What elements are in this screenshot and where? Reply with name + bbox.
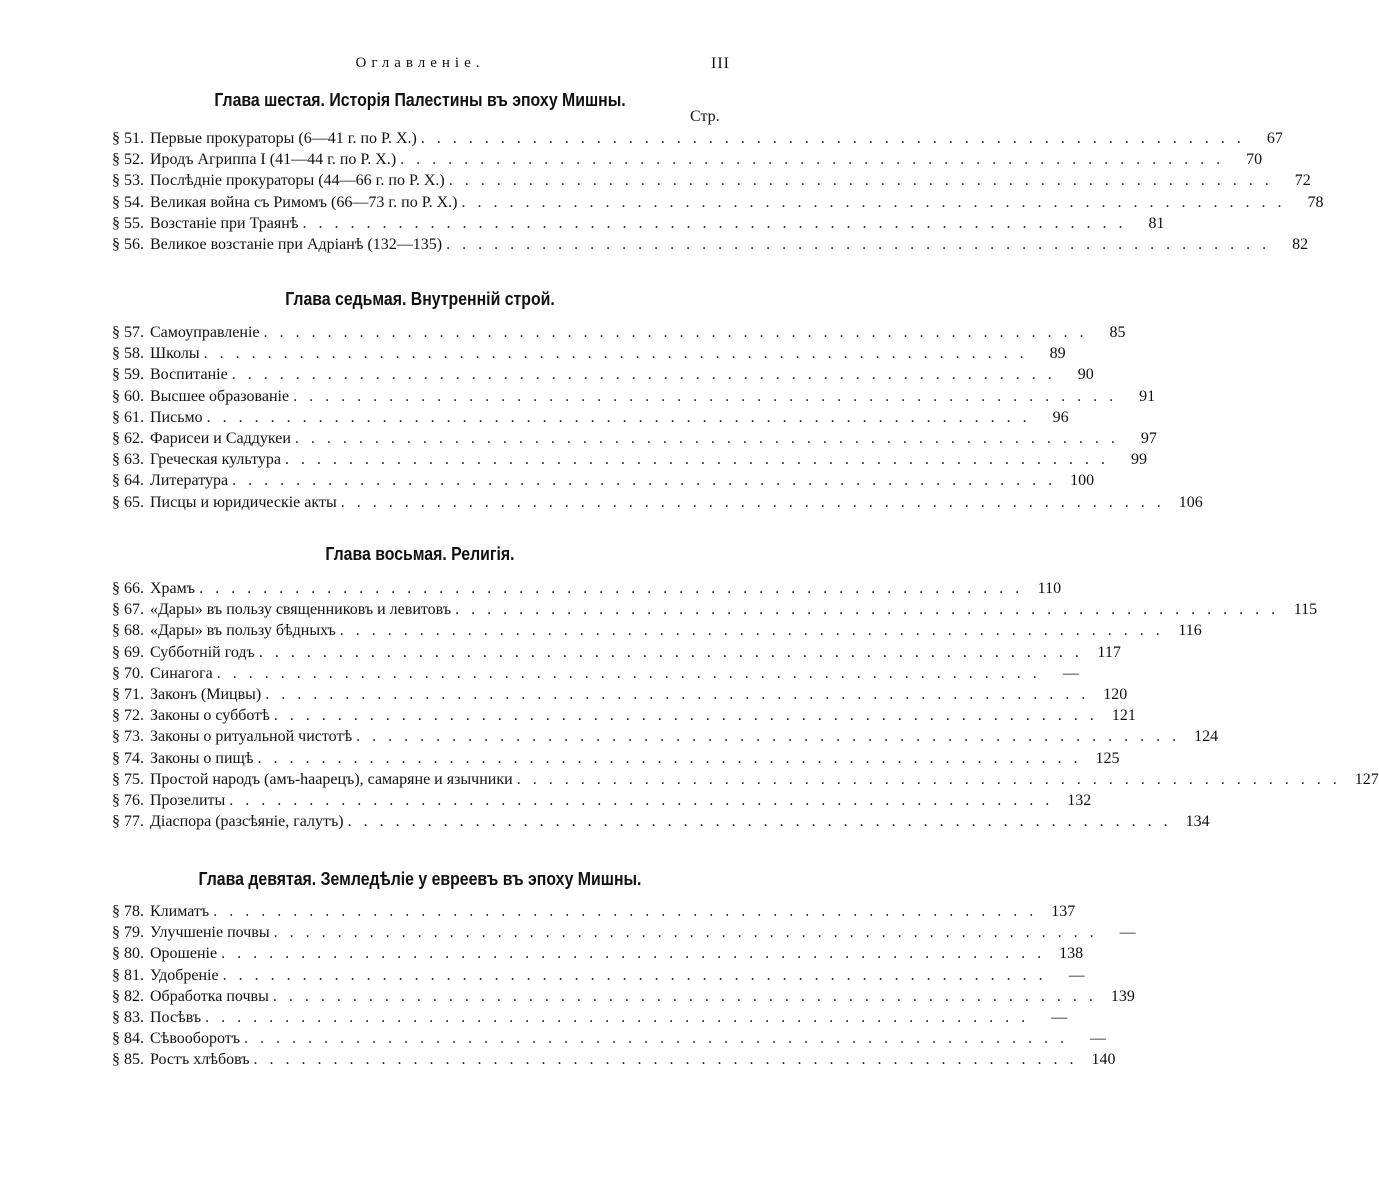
toc-entry bbox=[112, 387, 1156, 409]
entry-page: — bbox=[1119, 924, 1136, 942]
entry-title: Законы о пищѣ bbox=[150, 749, 254, 767]
section-number: § 76. bbox=[112, 791, 144, 809]
dot-leader: . . . . . . . . . . . . . . . . . . . . . . . . . . . . . . . . . . . . . . . . . . . . . . . . . . . . bbox=[356, 728, 1181, 746]
entry-title: Школы bbox=[150, 345, 200, 363]
section-number: § 80. bbox=[112, 945, 144, 963]
dot-leader: . . . . . . . . . . . . . . . . . . . . . . . . . . . . . . . . . . . . . . . . . . . . . . . . . . . . bbox=[273, 924, 1098, 942]
section-number: § 60. bbox=[112, 387, 144, 405]
toc-list bbox=[112, 324, 1203, 515]
toc-entry bbox=[112, 429, 1157, 451]
entry-title: Удобреніе bbox=[150, 966, 219, 984]
toc-entry bbox=[112, 1008, 1068, 1030]
dot-leader: . . . . . . . . . . . . . . . . . . . . . . . . . . . . . . . . . . . . . . . . . . . . . . . . . . . . bbox=[448, 172, 1273, 190]
dot-leader: . . . . . . . . . . . . . . . . . . . . . . . . . . . . . . . . . . . . . . . . . . . . . . . . . . . . bbox=[263, 324, 1088, 341]
entry-page: 124 bbox=[1194, 728, 1219, 746]
entry-title: Возстаніе при Траянѣ bbox=[150, 214, 299, 232]
dot-leader: . . . . . . . . . . . . . . . . . . . . . . . . . . . . . . . . . . . . . . . . . . . . . . . . . . . . bbox=[339, 622, 1164, 640]
entry-page: 99 bbox=[1130, 451, 1147, 469]
section-number: § 55. bbox=[112, 214, 144, 232]
section-number: § 85. bbox=[112, 1051, 144, 1069]
section-number: § 59. bbox=[112, 366, 144, 384]
dot-leader: . . . . . . . . . . . . . . . . . . . . . . . . . . . . . . . . . . . . . . . . . . . . . . . . . . . . bbox=[340, 493, 1165, 511]
entry-page: 132 bbox=[1067, 791, 1092, 809]
dot-leader: . . . . . . . . . . . . . . . . . . . . . . . . . . . . . . . . . . . . . . . . . . . . . . . . . . . . bbox=[222, 966, 1047, 984]
toc-entry bbox=[112, 451, 1147, 472]
entry-page: — bbox=[1051, 1008, 1068, 1026]
entry-page: 106 bbox=[1178, 493, 1203, 511]
chapter-title: Глава девятая. Земледѣліе у евреевъ въ эпоху Мишны. bbox=[198, 869, 642, 889]
section-number: § 71. bbox=[112, 685, 144, 703]
entry-title: Простой народъ (амъ-һаарецъ), самаряне и язычники bbox=[150, 770, 513, 788]
toc-entry bbox=[112, 987, 1135, 1009]
page-number: III bbox=[711, 55, 730, 72]
entry-title: Улучшеніе почвы bbox=[150, 924, 270, 942]
entry-page: 96 bbox=[1052, 408, 1069, 426]
dot-leader: . . . . . . . . . . . . . . . . . . . . . . . . . . . . . . . . . . . . . . . . . . . . . . . . . . . . bbox=[203, 345, 1028, 363]
dot-leader: . . . . . . . . . . . . . . . . . . . . . . . . . . . . . . . . . . . . . . . . . . . . . . . . . . . . bbox=[231, 366, 1056, 384]
entry-title: Субботній годъ bbox=[150, 643, 255, 661]
toc-entry bbox=[112, 235, 1309, 257]
entry-page: 138 bbox=[1059, 945, 1084, 963]
dot-leader: . . . . . . . . . . . . . . . . . . . . . . . . . . . . . . . . . . . . . . . . . . . . . . . . . . . . bbox=[205, 1008, 1030, 1026]
entry-title: Синагога bbox=[150, 664, 213, 682]
dot-leader: . . . . . . . . . . . . . . . . . . . . . . . . . . . . . . . . . . . . . . . . . . . . . . . . . . . . bbox=[244, 1030, 1068, 1048]
toc-entry bbox=[112, 903, 1076, 924]
toc-list bbox=[112, 580, 1379, 834]
entry-title: Ростъ хлѣбовъ bbox=[150, 1051, 250, 1069]
section-number: § 52. bbox=[112, 151, 144, 169]
entry-title: Законъ (Мицвы) bbox=[150, 685, 262, 703]
entry-title: Воспитаніе bbox=[150, 366, 228, 384]
dot-leader: . . . . . . . . . . . . . . . . . . . . . . . . . . . . . . . . . . . . . . . . . . . . . . . . . . . . bbox=[221, 945, 1046, 963]
entry-page: 110 bbox=[1037, 580, 1062, 597]
entry-page: 140 bbox=[1091, 1051, 1116, 1069]
section-number: § 74. bbox=[112, 749, 144, 767]
entry-page: 85 bbox=[1109, 324, 1126, 341]
toc-entry bbox=[112, 130, 1283, 151]
toc-entry bbox=[112, 622, 1202, 643]
entry-page: 120 bbox=[1103, 685, 1128, 703]
entry-title: Посѣвъ bbox=[150, 1008, 202, 1026]
toc-entry bbox=[112, 791, 1092, 813]
dot-leader: . . . . . . . . . . . . . . . . . . . . . . . . . . . . . . . . . . . . . . . . . . . . . . . . . . . . bbox=[420, 130, 1245, 147]
entry-page: 125 bbox=[1095, 749, 1120, 767]
entry-title: «Дары» въ пользу священниковъ и левитовъ bbox=[150, 601, 452, 619]
toc-entry bbox=[112, 813, 1210, 834]
entry-title: «Дары» въ пользу бѣдныхъ bbox=[150, 622, 336, 640]
dot-leader: . . . . . . . . . . . . . . . . . . . . . . . . . . . . . . . . . . . . . . . . . . . . . . . . . . . . bbox=[216, 664, 1041, 682]
entry-title: Великая война съ Римомъ (66—73 г. по Р. Х.) bbox=[150, 193, 458, 211]
page-header bbox=[0, 55, 840, 79]
toc-list bbox=[112, 130, 1324, 257]
toc-entry bbox=[112, 345, 1066, 366]
toc-entry bbox=[112, 366, 1094, 387]
page-column-label: Стр. bbox=[690, 108, 720, 125]
section-number: § 51. bbox=[112, 130, 144, 147]
section-number: § 62. bbox=[112, 429, 144, 447]
section-number: § 65. bbox=[112, 493, 144, 511]
toc-entry bbox=[112, 707, 1136, 728]
entry-title: Обработка почвы bbox=[150, 987, 269, 1005]
toc-entry bbox=[112, 601, 1318, 622]
entry-page: 72 bbox=[1294, 172, 1311, 190]
entry-title: Греческая культура bbox=[150, 451, 281, 469]
toc-entry bbox=[112, 1051, 1116, 1072]
entry-title: Писцы и юридическіе акты bbox=[150, 493, 337, 511]
entry-page: 139 bbox=[1110, 987, 1135, 1005]
entry-title: Законы о субботѣ bbox=[150, 707, 270, 725]
entry-title: Литература bbox=[150, 472, 229, 490]
dot-leader: . . . . . . . . . . . . . . . . . . . . . . . . . . . . . . . . . . . . . . . . . . . . . . . . . . . . bbox=[455, 601, 1280, 619]
section-number: § 70. bbox=[112, 664, 144, 682]
entry-page: 134 bbox=[1185, 813, 1210, 831]
dot-leader: . . . . . . . . . . . . . . . . . . . . . . . . . . . . . . . . . . . . . . . . . . . . . . . . . . . . bbox=[273, 707, 1098, 725]
section-number: § 53. bbox=[112, 172, 144, 190]
dot-leader: . . . . . . . . . . . . . . . . . . . . . . . . . . . . . . . . . . . . . . . . . . . . . . . . . . . . bbox=[400, 151, 1225, 169]
dot-leader: . . . . . . . . . . . . . . . . . . . . . . . . . . . . . . . . . . . . . . . . . . . . . . . . . . . . bbox=[199, 580, 1024, 597]
dot-leader: . . . . . . . . . . . . . . . . . . . . . . . . . . . . . . . . . . . . . . . . . . . . . . . . . . . . bbox=[446, 235, 1271, 253]
toc-entry bbox=[112, 151, 1263, 172]
section-number: § 67. bbox=[112, 601, 144, 619]
section-number: § 56. bbox=[112, 235, 144, 253]
dot-leader: . . . . . . . . . . . . . . . . . . . . . . . . . . . . . . . . . . . . . . . . . . . . . . . . . . . . bbox=[213, 903, 1038, 920]
dot-leader: . . . . . . . . . . . . . . . . . . . . . . . . . . . . . . . . . . . . . . . . . . . . . . . . . . . . bbox=[284, 451, 1109, 469]
entry-title: Фарисеи и Саддукеи bbox=[150, 429, 291, 447]
chapter-title: Глава седьмая. Внутренній строй. bbox=[285, 289, 555, 309]
section-number: § 57. bbox=[112, 324, 144, 341]
section-number: § 79. bbox=[112, 924, 144, 942]
dot-leader: . . . . . . . . . . . . . . . . . . . . . . . . . . . . . . . . . . . . . . . . . . . . . . . . . . . . bbox=[206, 408, 1031, 426]
dot-leader: . . . . . . . . . . . . . . . . . . . . . . . . . . . . . . . . . . . . . . . . . . . . . . . . . . . . bbox=[293, 387, 1118, 405]
toc-entry bbox=[112, 408, 1069, 430]
section-number: § 83. bbox=[112, 1008, 144, 1026]
section-number: § 68. bbox=[112, 622, 144, 640]
section-number: § 64. bbox=[112, 472, 144, 490]
section-number: § 54. bbox=[112, 193, 144, 211]
entry-title: Сѣвооборотъ bbox=[150, 1030, 240, 1048]
dot-leader: . . . . . . . . . . . . . . . . . . . . . . . . . . . . . . . . . . . . . . . . . . . . . . . . . . . . bbox=[516, 770, 1341, 788]
entry-page: 100 bbox=[1070, 472, 1095, 490]
dot-leader: . . . . . . . . . . . . . . . . . . . . . . . . . . . . . . . . . . . . . . . . . . . . . . . . . . . . bbox=[294, 429, 1119, 447]
dot-leader: . . . . . . . . . . . . . . . . . . . . . . . . . . . . . . . . . . . . . . . . . . . . . . . . . . . . bbox=[257, 749, 1082, 767]
entry-page: — bbox=[1062, 664, 1079, 682]
section-number: § 78. bbox=[112, 903, 144, 920]
toc-entry bbox=[112, 664, 1079, 686]
section-number: § 73. bbox=[112, 728, 144, 746]
entry-title: Храмъ bbox=[150, 580, 196, 597]
toc-entry bbox=[112, 172, 1311, 193]
toc-entry bbox=[112, 493, 1203, 515]
entry-title: Орошеніе bbox=[150, 945, 218, 963]
chapter-title: Глава восьмая. Религія. bbox=[325, 544, 515, 564]
section-number: § 81. bbox=[112, 966, 144, 984]
dot-leader: . . . . . . . . . . . . . . . . . . . . . . . . . . . . . . . . . . . . . . . . . . . . . . . . . . . . bbox=[258, 643, 1083, 661]
entry-page: 90 bbox=[1077, 366, 1094, 384]
dot-leader: . . . . . . . . . . . . . . . . . . . . . . . . . . . . . . . . . . . . . . . . . . . . . . . . . . . . bbox=[347, 813, 1172, 831]
dot-leader: . . . . . . . . . . . . . . . . . . . . . . . . . . . . . . . . . . . . . . . . . . . . . . . . . . . . bbox=[272, 987, 1097, 1005]
entry-page: 91 bbox=[1139, 387, 1156, 405]
section-number: § 63. bbox=[112, 451, 144, 469]
toc-entry bbox=[112, 924, 1136, 945]
entry-title: Великое возстаніе при Адріанѣ (132—135) bbox=[150, 235, 443, 253]
entry-page: 127 bbox=[1354, 770, 1379, 788]
toc-entry bbox=[112, 1030, 1106, 1051]
toc-entry bbox=[112, 749, 1120, 771]
entry-title: Послѣдніе прокураторы (44—66 г. по Р. Х.) bbox=[150, 172, 445, 190]
entry-page: 70 bbox=[1246, 151, 1263, 169]
toc-entry bbox=[112, 643, 1121, 665]
entry-title: Діаспора (разсѣяніе, галутъ) bbox=[150, 813, 344, 831]
section-number: § 82. bbox=[112, 987, 144, 1005]
toc-entry bbox=[112, 770, 1379, 792]
entry-page: 117 bbox=[1097, 643, 1121, 661]
dot-leader: . . . . . . . . . . . . . . . . . . . . . . . . . . . . . . . . . . . . . . . . . . . . . . . . . . . . bbox=[229, 791, 1054, 809]
entry-page: 97 bbox=[1140, 429, 1157, 447]
entry-page: 115 bbox=[1293, 601, 1318, 619]
toc-entry bbox=[112, 728, 1219, 749]
entry-page: 82 bbox=[1292, 235, 1309, 253]
toc-entry bbox=[112, 685, 1128, 707]
entry-title: Законы о ритуальной чистотѣ bbox=[150, 728, 353, 746]
section-number: § 61. bbox=[112, 408, 144, 426]
section-number: § 69. bbox=[112, 643, 144, 661]
section-number: § 58. bbox=[112, 345, 144, 363]
toc-entry bbox=[112, 580, 1062, 601]
toc-list bbox=[112, 903, 1136, 1073]
entry-page: 67 bbox=[1266, 130, 1283, 147]
entry-title: Иродъ Агриппа I (41—44 г. по Р. Х.) bbox=[150, 151, 397, 169]
section-number: § 72. bbox=[112, 707, 144, 725]
entry-page: 81 bbox=[1148, 214, 1165, 232]
entry-page: 137 bbox=[1051, 903, 1076, 920]
running-title: Оглавленіе. bbox=[355, 55, 485, 71]
toc-entry bbox=[112, 193, 1324, 215]
toc-entry bbox=[112, 214, 1165, 236]
entry-page: 89 bbox=[1049, 345, 1066, 363]
dot-leader: . . . . . . . . . . . . . . . . . . . . . . . . . . . . . . . . . . . . . . . . . . . . . . . . . . . . bbox=[302, 214, 1127, 232]
toc-entry bbox=[112, 472, 1095, 493]
dot-leader: . . . . . . . . . . . . . . . . . . . . . . . . . . . . . . . . . . . . . . . . . . . . . . . . . . . . bbox=[253, 1051, 1078, 1069]
section-number: § 75. bbox=[112, 770, 144, 788]
toc-entry bbox=[112, 324, 1126, 345]
entry-title: Высшее образованіе bbox=[150, 387, 290, 405]
entry-page: — bbox=[1090, 1030, 1106, 1048]
dot-leader: . . . . . . . . . . . . . . . . . . . . . . . . . . . . . . . . . . . . . . . . . . . . . . . . . . . . bbox=[232, 472, 1057, 490]
entry-title: Самоуправленіе bbox=[150, 324, 260, 341]
entry-title: Климатъ bbox=[150, 903, 210, 920]
entry-page: — bbox=[1068, 966, 1085, 984]
toc-entry bbox=[112, 966, 1085, 988]
entry-title: Письмо bbox=[150, 408, 203, 426]
toc-entry bbox=[112, 945, 1084, 966]
section-number: § 66. bbox=[112, 580, 144, 597]
entry-title: Прозелиты bbox=[150, 791, 226, 809]
dot-leader: . . . . . . . . . . . . . . . . . . . . . . . . . . . . . . . . . . . . . . . . . . . . . . . . . . . . bbox=[265, 685, 1090, 703]
dot-leader: . . . . . . . . . . . . . . . . . . . . . . . . . . . . . . . . . . . . . . . . . . . . . . . . . . . . bbox=[461, 193, 1286, 211]
entry-page: 121 bbox=[1111, 707, 1136, 725]
section-number: § 77. bbox=[112, 813, 144, 831]
chapter-title: Глава шестая. Исторія Палестины въ эпоху Мишны. bbox=[214, 90, 626, 110]
entry-page: 78 bbox=[1307, 193, 1324, 211]
entry-page: 116 bbox=[1178, 622, 1202, 640]
section-number: § 84. bbox=[112, 1030, 144, 1048]
entry-title: Первые прокураторы (6—41 г. по Р. Х.) bbox=[150, 130, 417, 147]
